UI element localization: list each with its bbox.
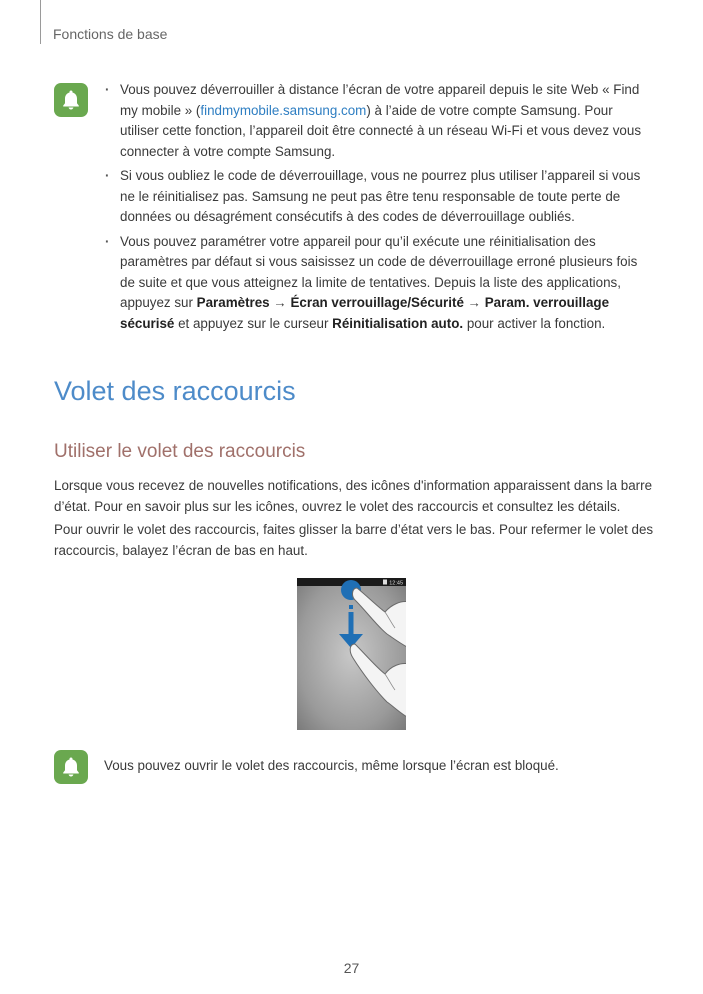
findmymobile-link[interactable]: findmymobile.samsung.com xyxy=(200,102,367,118)
note-icon-2 xyxy=(54,750,88,784)
paragraph-open-panel: Pour ouvrir le volet des raccourcis, faites glisser la barre d’état vers le bas. Pour refermer le volet des raccourcis, balayez l’écran de bas en haut. xyxy=(54,522,654,558)
battery-icon xyxy=(383,580,387,585)
section-title: Volet des raccourcis xyxy=(54,376,296,406)
note-icon xyxy=(54,83,88,117)
arrow-shaft-icon xyxy=(349,612,354,634)
section-header: Fonctions de base xyxy=(53,26,168,42)
note-lockscreen-text: Vous pouvez ouvrir le volet des raccourcis, même lorsque l’écran est bloqué. xyxy=(104,758,559,773)
bell-icon xyxy=(59,755,83,779)
swipe-down-illustration xyxy=(297,578,406,730)
page-number: 27 xyxy=(343,960,360,976)
status-time: 12:45 xyxy=(389,580,403,587)
note-bullet-forgot-code: · Si vous oubliez le code de déverrouillage, vous ne pourrez plus utiliser l’appareil si vous ne le réinitialisez pas. Samsung ne peut pas être tenu responsable de toute perte de données ou désagrément consécutifs à des codes de déverrouillage oubliés. xyxy=(103,166,643,228)
note-bullet-list xyxy=(103,80,643,338)
note-bullet-auto-reset: · Vous pouvez paramétrer votre appareil pour qu’il exécute une réinitialisation des paramètres par défaut si vous saisissez un code de déverrouillage erroné plusieurs fois de suite et que vous atteignez la limite de tentatives. Depuis la liste des applications, appuyez sur Paramètres → Écran verrouillage/Sécurité → Param. verrouillage sécurisé et appuyez sur le curseur Réinitialisation auto. pour activer la fonction. xyxy=(103,232,643,335)
arrow-dot-icon xyxy=(349,605,353,609)
paragraph-notifications: Lorsque vous recevez de nouvelles notifications, des icônes d'information apparaissent dans la barre d’état. Pour en savoir plus sur les icônes, ouvrez le volet des raccourcis et consultez les détails. xyxy=(54,478,653,514)
bell-icon xyxy=(59,88,83,112)
note-bullet-remote-unlock: · Vous pouvez déverrouiller à distance l’écran de votre appareil depuis le site Web « Find my mobile » (findmymobile.samsung.com) à l’aide de votre compte Samsung. Pour utiliser cette fonction, l’appareil doit être connecté à un réseau Wi-Fi et vous devez vous connecter à votre compte Samsung. xyxy=(103,80,643,162)
subsection-title: Utiliser le volet des raccourcis xyxy=(54,441,306,462)
header-rule xyxy=(40,0,41,44)
